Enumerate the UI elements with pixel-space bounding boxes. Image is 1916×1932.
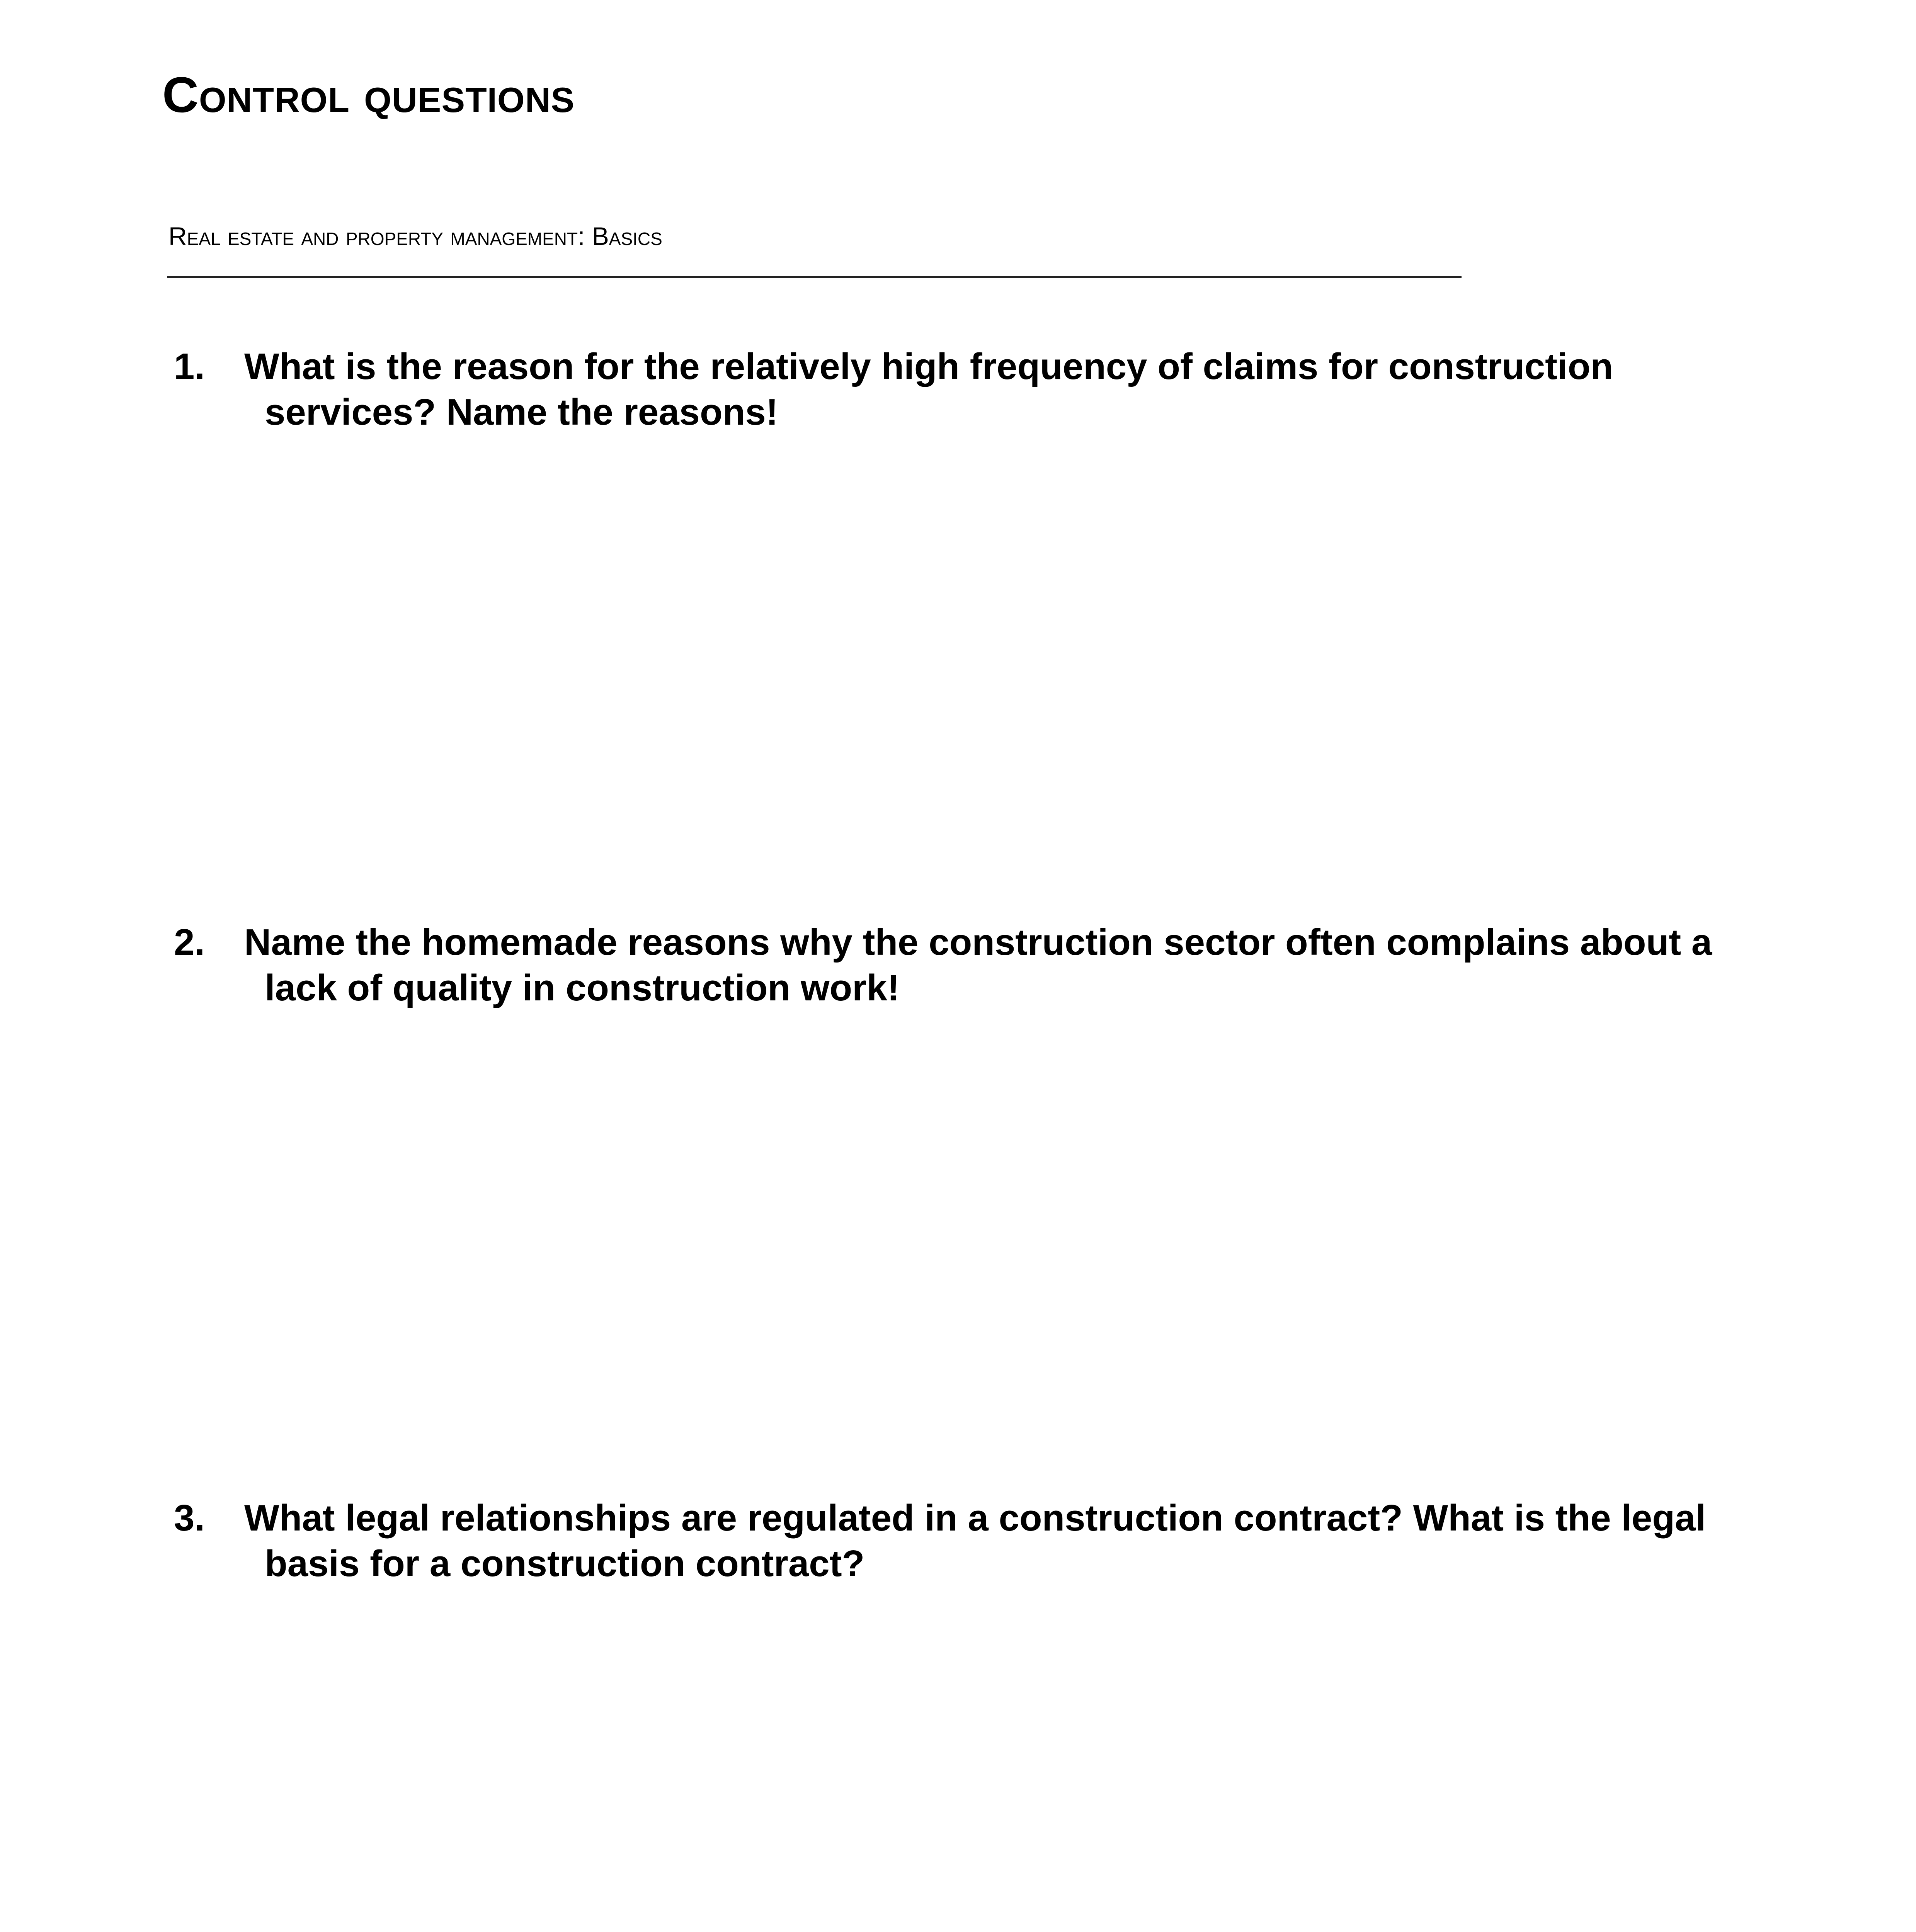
question-1-text-line2: services? Name the reasons! [265, 391, 778, 433]
question-3-first-line [174, 1495, 1797, 1541]
question-3-number: 3. [174, 1497, 205, 1539]
question-2-text-line1: Name the homemade reasons why the construction sector often complains about a [244, 922, 1712, 963]
section-subtitle: Real estate and property management: Basics [168, 222, 662, 250]
question-1-number: 1. [174, 346, 205, 387]
question-1-text-line1: What is the reason for the relatively high frequency of claims for construction [244, 346, 1613, 387]
question-3 [174, 1495, 1797, 1587]
question-2-first-line [174, 920, 1797, 965]
question-1 [174, 344, 1797, 435]
question-2-number: 2. [174, 922, 205, 963]
question-1-first-line [174, 344, 1797, 389]
page-title: Control questions [162, 66, 575, 123]
question-2-text-line2: lack of quality in construction work! [265, 967, 900, 1009]
question-2 [174, 920, 1797, 1011]
question-3-text-line2: basis for a construction contract? [265, 1543, 865, 1584]
question-3-text-line1: What legal relationships are regulated in a construction contract? What is the legal [244, 1497, 1706, 1539]
header-divider [167, 276, 1462, 278]
